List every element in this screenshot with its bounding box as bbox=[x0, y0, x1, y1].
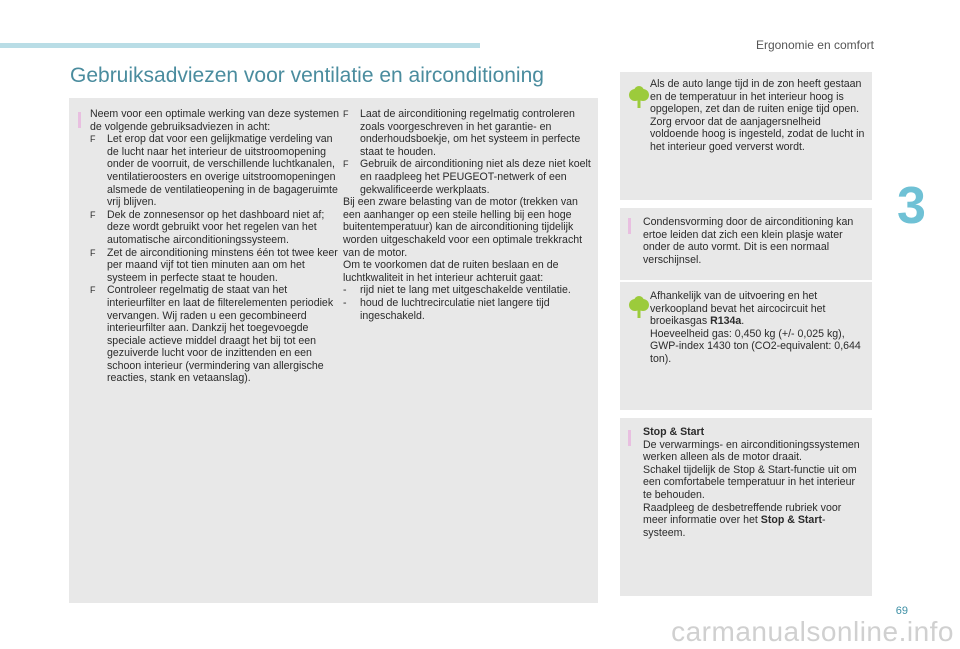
eco-tree-icon bbox=[628, 86, 650, 108]
bullet-marker: F bbox=[90, 247, 96, 258]
eco-tree-icon bbox=[628, 296, 650, 318]
eco-tip-box-gas bbox=[620, 282, 872, 410]
list-item: - rijd niet te lang met uitgeschakelde ventilatie. bbox=[343, 284, 571, 297]
info-icon bbox=[628, 430, 631, 446]
bullet-marker: F bbox=[90, 209, 96, 220]
column-2 bbox=[343, 108, 591, 322]
watermark: carmanualsonline.info bbox=[671, 616, 954, 647]
list-item: F Dek de zonnesensor op het dashboard niet af; deze wordt gebruikt voor het regelen van het automatische airconditioningssysteem. bbox=[90, 208, 325, 246]
body-paragraph: Bij een zware belasting van de motor (trekken van een aanhanger op een steile helling bij een hoge buitentemperatuur) kan de airconditioning tijdelijk worden uitgeschakeld voor een optimale trekkracht van de motor. Om te voorkomen dat de ruiten beslaan en de luchtkwaliteit in het interieur achteruit gaat: bbox=[343, 196, 583, 284]
page-number: 69 bbox=[895, 605, 908, 617]
dash-marker: - bbox=[343, 296, 347, 309]
tip-text: Afhankelijk van de uitvoering en het verkoopland bevat het aircocircuit het broeikasgas R134a. Hoeveelheid gas: 0,450 kg (+/- 0,025 kg), GWP-index 1430 ton (CO2-equivalent: 0,644 ton). bbox=[650, 290, 861, 365]
gas-name: R134a bbox=[710, 315, 742, 328]
dash-marker: - bbox=[343, 284, 347, 297]
section-title: Ergonomie en comfort bbox=[755, 38, 874, 52]
intro-text: Neem voor een optimale werking van deze systemen de volgende gebruiksadviezen in acht: bbox=[90, 108, 340, 133]
column-1 bbox=[90, 108, 340, 385]
list-item: F Laat de airconditioning regelmatig controleren zoals voorgeschreven in het garantie- en onderhoudsboekje, om het systeem in perfecte staat te houden. bbox=[343, 108, 581, 158]
list-item: F Let erop dat voor een gelijkmatige verdeling van de lucht naar het interieur de uitstroomopening onder de voorruit, de verschillende luchtkanalen, ventilatieroosters en overige uitstroomopeningen alsmede de ventilatieopening in de bagageruimte vrij blijven. bbox=[90, 133, 338, 209]
info-box-stop-start bbox=[620, 418, 872, 596]
list-item: F Zet de airconditioning minstens één tot twee keer per maand vijf tot tien minuten aan om het systeem in perfecte staat te houden. bbox=[90, 246, 338, 284]
tip-text: Als de auto lange tijd in de zon heeft gestaan en de temperatuur in het interieur hoog is opgelopen, zet dan de ruiten enige tijd open. Zorg ervoor dat de aanjagersnelheid voldoende hoog is ingesteld, zodat de lucht in het interieur goed ververst wordt. bbox=[650, 78, 865, 153]
info-box-condensation bbox=[620, 208, 872, 280]
box-heading: Stop & Start bbox=[643, 426, 705, 438]
page-title: Gebruiksadviezen voor ventilatie en airconditioning bbox=[70, 64, 544, 87]
info-icon bbox=[78, 112, 81, 128]
header-rule bbox=[0, 43, 480, 48]
info-text: Condensvorming door de airconditioning kan ertoe leiden dat zich een klein plasje water onder de auto vormt. Dit is een normaal verschijnsel. bbox=[643, 216, 854, 266]
info-text: Stop & Start De verwarmings- en airconditioningssystemen werken alleen als de motor draait. Schakel tijdelijk de Stop & Start-functie uit om een comfortabele temperatuur in het interieur te behouden. Raadpleeg de desbetreffende rubriek voor meer informatie over het Stop & Start-systeem. bbox=[643, 426, 860, 539]
bullet-marker: F bbox=[90, 134, 96, 145]
list-item: - houd de luchtrecirculatie niet langere tijd ingeschakeld. bbox=[343, 296, 550, 322]
info-icon bbox=[628, 218, 631, 234]
list-item: F Gebruik de airconditioning niet als deze niet koelt en raadpleeg het PEUGEOT-netwerk of een gekwalificeerde werkplaats. bbox=[343, 158, 591, 196]
bullet-marker: F bbox=[343, 159, 349, 170]
chapter-number: 3 bbox=[897, 177, 926, 235]
bullet-marker: F bbox=[343, 109, 349, 119]
eco-tip-box-sun bbox=[620, 72, 872, 200]
bullet-marker: F bbox=[90, 285, 96, 296]
list-item: F Controleer regelmatig de staat van het interieurfilter en laat de filterelementen periodiek vervangen. Wij raden u een gecombineerd interieurfilter aan. Dankzij het toegevoegde speciale actieve middel draagt het bij tot een gezuiverde lucht voor de inzittenden en een schoon interieur (vermindering van allergische reacties, stank en vetaanslag). bbox=[90, 284, 334, 385]
